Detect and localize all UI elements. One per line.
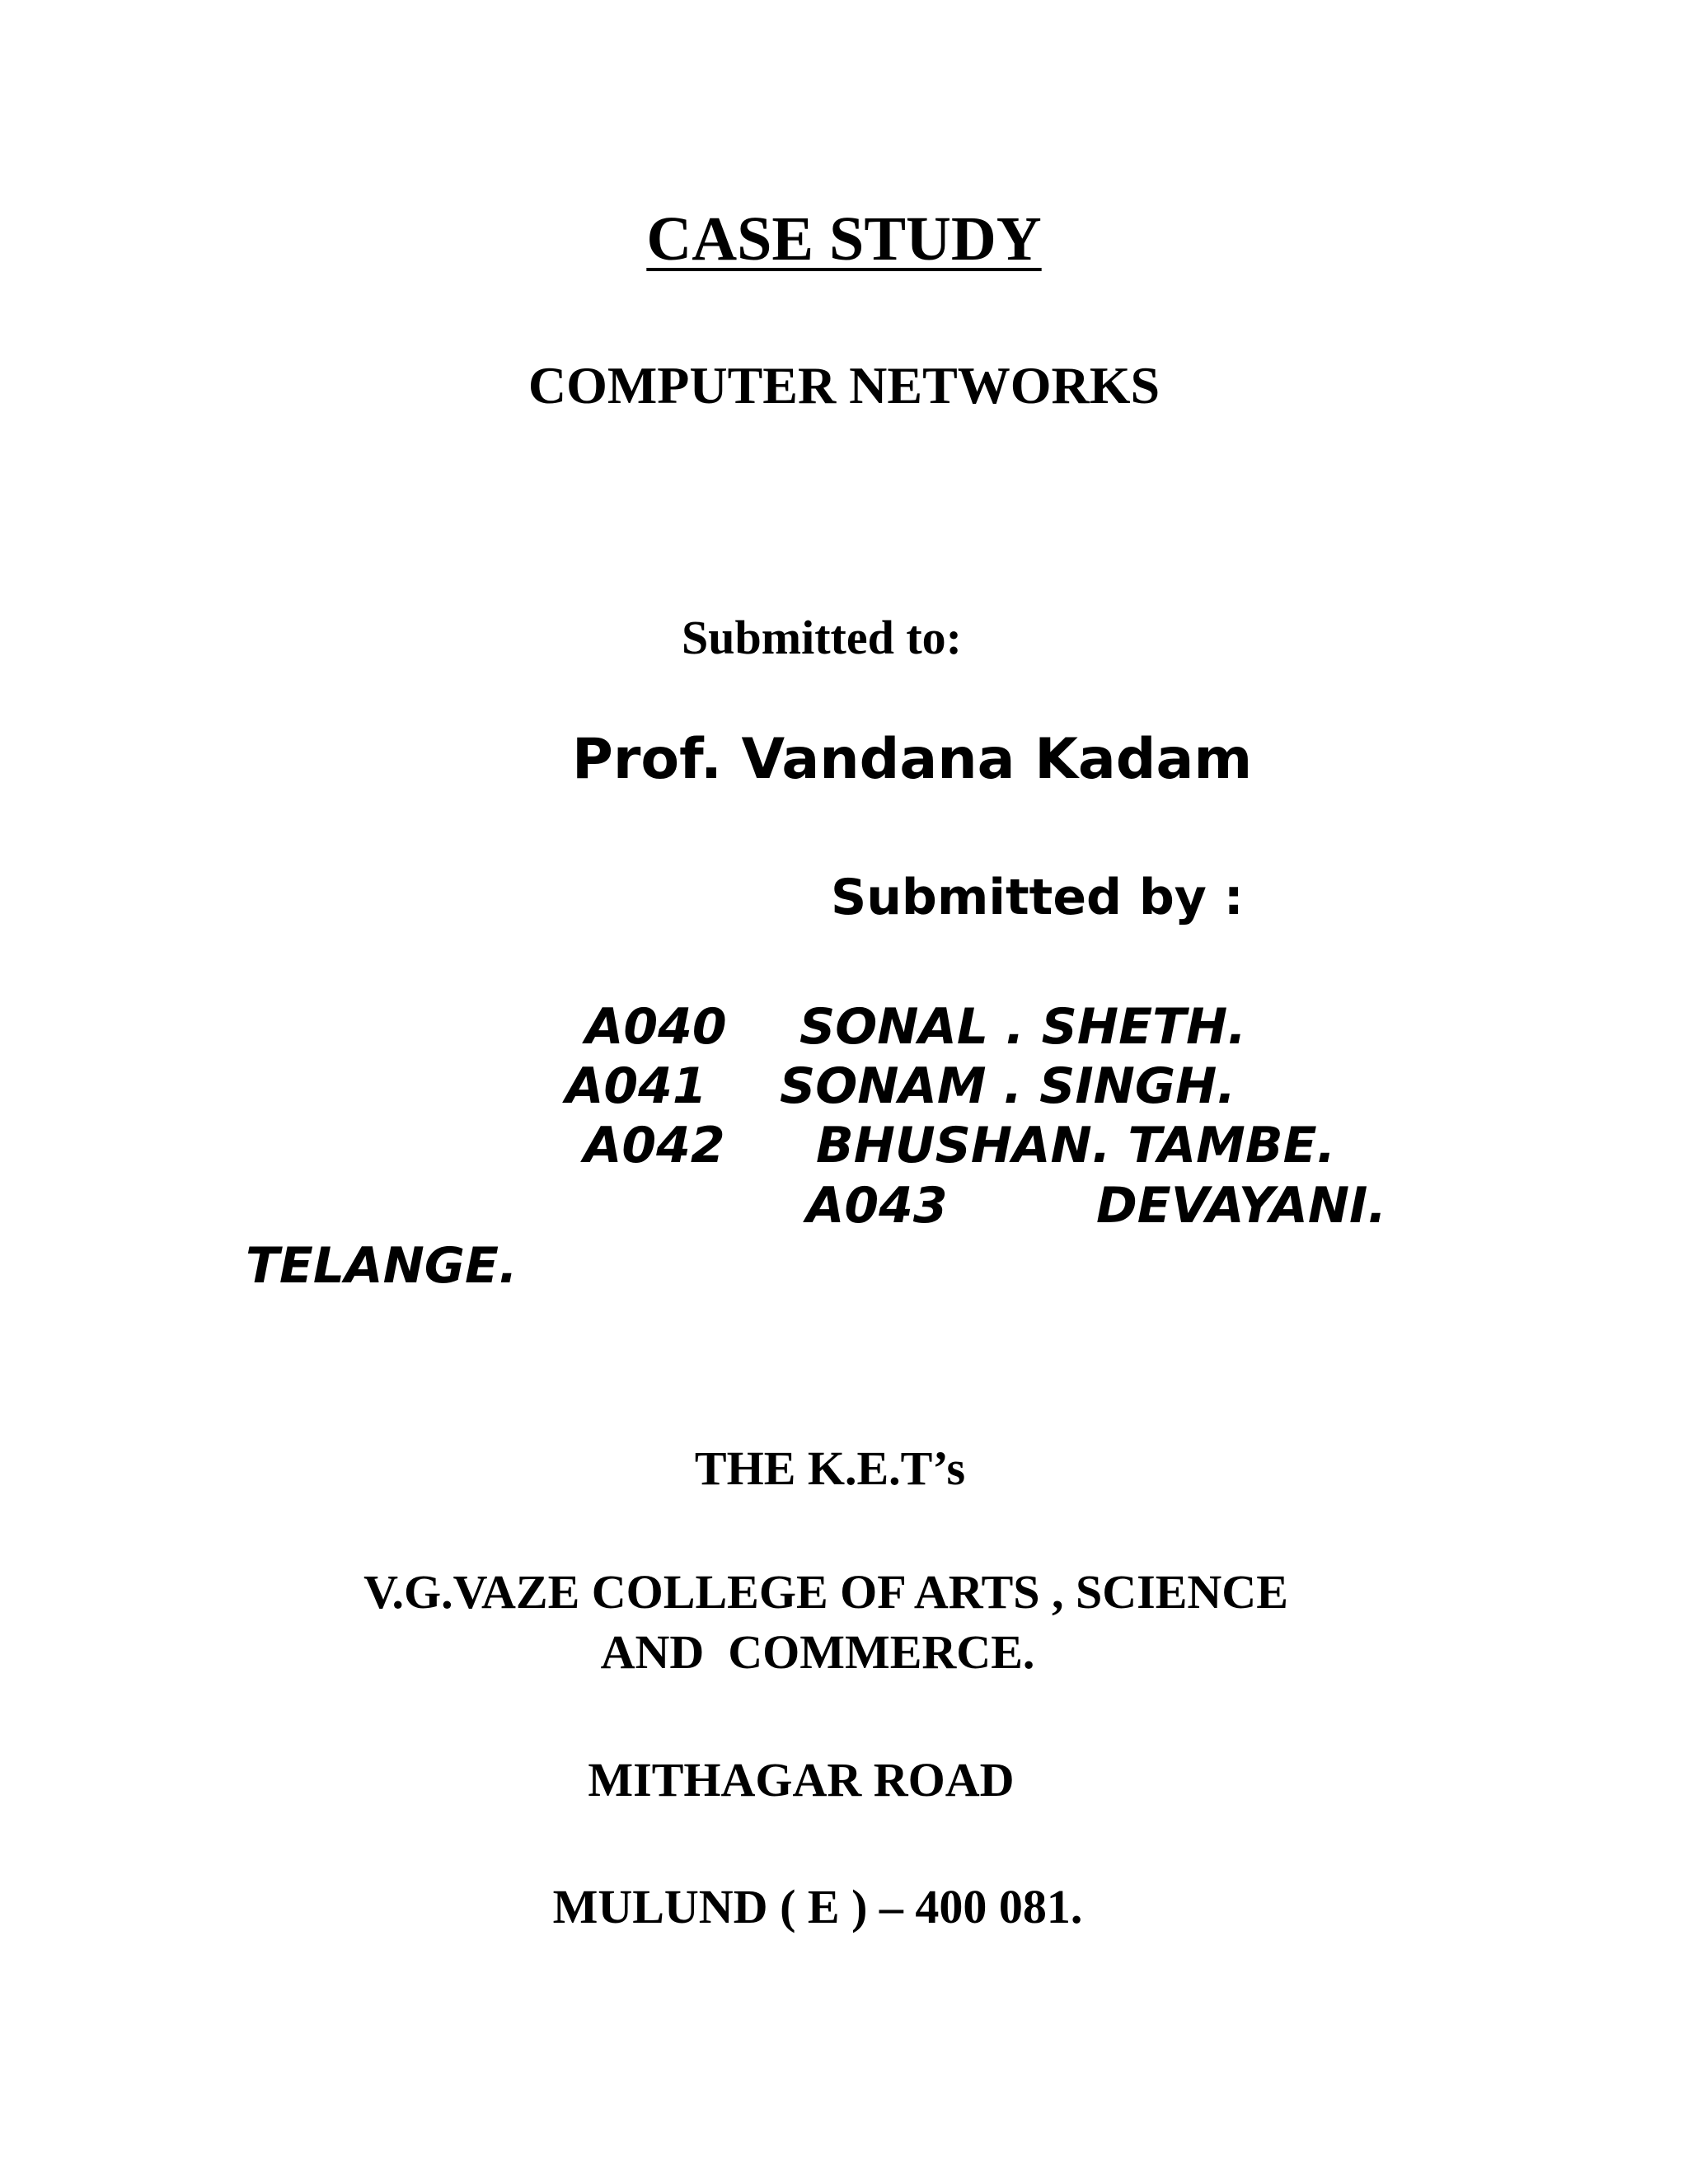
student-roll: A043 bbox=[806, 1177, 948, 1235]
institution-prefix: THE K.E.T’s bbox=[694, 1441, 966, 1495]
submitted-to-label: Submitted to: bbox=[682, 611, 962, 664]
student-name: BHUSHAN. TAMBE. bbox=[816, 1117, 1336, 1174]
student-roll: A041 bbox=[565, 1057, 707, 1115]
college-name-line2: AND COMMERCE. bbox=[600, 1625, 1035, 1679]
student-roll: A040 bbox=[585, 998, 727, 1056]
professor-name: Prof. Vandana Kadam bbox=[572, 727, 1253, 792]
student-entry bbox=[0, 1177, 1688, 1313]
address-city: MULUND ( E ) – 400 081. bbox=[552, 1880, 1083, 1933]
address-road: MITHAGAR ROAD bbox=[588, 1753, 1015, 1807]
student-name: DEVAYANI. bbox=[1096, 1177, 1387, 1235]
student-roll: A042 bbox=[584, 1117, 725, 1174]
student-name-continued: TELANGE. bbox=[246, 1237, 518, 1295]
subject-heading: COMPUTER NETWORKS bbox=[528, 356, 1160, 415]
student-name: SONAM . SINGH. bbox=[780, 1057, 1236, 1115]
submitted-by-label: Submitted by : bbox=[831, 869, 1244, 926]
document-title: CASE STUDY bbox=[646, 204, 1042, 274]
college-name-line1: V.G.VAZE COLLEGE OF ARTS , SCIENCE bbox=[363, 1565, 1288, 1619]
student-name: SONAL . SHETH. bbox=[799, 998, 1247, 1056]
